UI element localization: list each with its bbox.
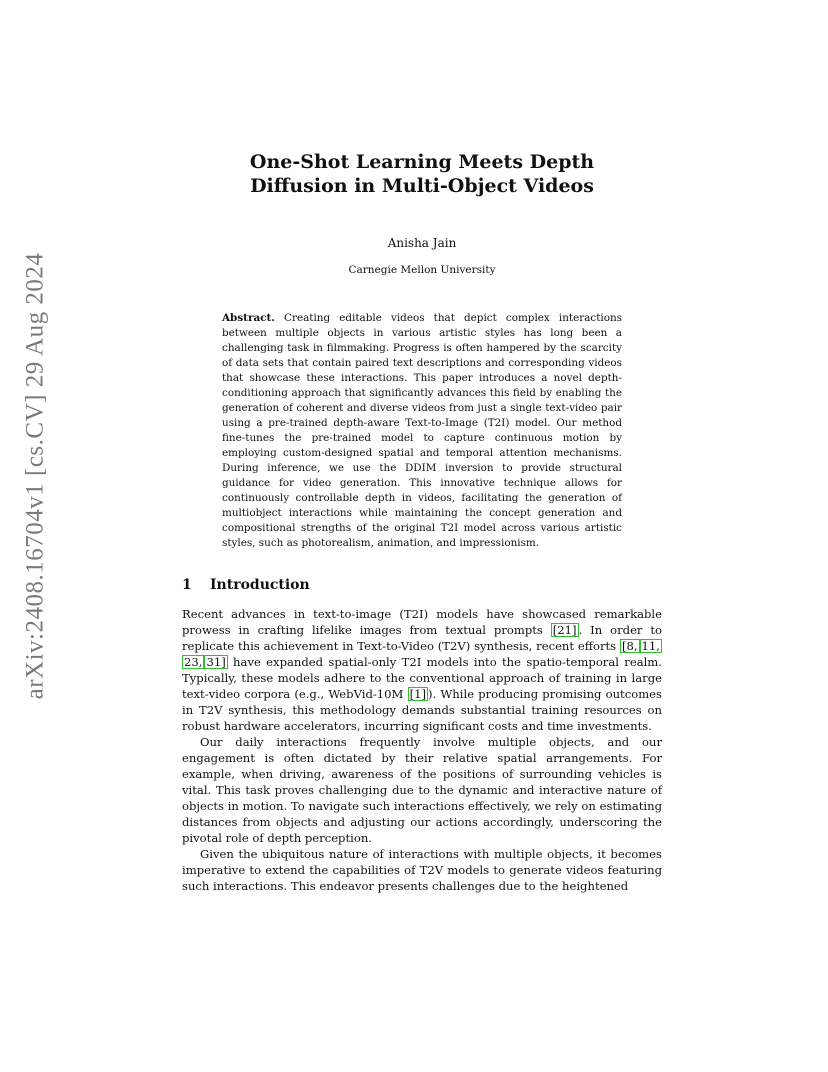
abstract xyxy=(222,311,622,551)
arxiv-identifier-text: arXiv:2408.16704v1 [cs.CV] 29 Aug 2024 xyxy=(21,252,48,700)
paper-page xyxy=(182,150,662,894)
citation-link[interactable]: 23, xyxy=(184,655,203,669)
section-title: Introduction xyxy=(210,577,310,593)
paragraph-text: have expanded spatial-only T2I models into the spatio-temporal realm. Typically, these models adhere to the conventional approach of training in large text-video corpora (e.g., WebVid-10M xyxy=(182,655,662,701)
citation-link[interactable]: 31] xyxy=(206,655,226,669)
paragraph-text: . In order to replicate this achievement in Text-to-Video (T2V) synthesis, recent efforts xyxy=(182,623,663,653)
paragraph-text: ). While producing promising outcomes in T2V synthesis, this methodology demands substantial training resources on robust hardware accelerators, incurring significant costs and time investments. xyxy=(182,687,662,733)
abstract-label: Abstract. xyxy=(222,312,275,324)
paragraph-text: Recent advances in text-to-image (T2I) models have showcased remarkable prowess in crafting lifelike images from textual prompts xyxy=(182,607,662,637)
citation-link[interactable]: [21] xyxy=(552,623,577,637)
introduction-body xyxy=(182,606,662,894)
paragraph-1 xyxy=(182,606,662,734)
author-affiliation: Carnegie Mellon University xyxy=(348,264,496,276)
section-number: 1 xyxy=(182,577,192,593)
paper-title: One-Shot Learning Meets Depth Diffusion in Multi-Object Videos xyxy=(249,151,595,197)
section-heading-introduction xyxy=(182,577,662,593)
citation-link[interactable]: [8, xyxy=(621,639,638,653)
author-name: Anisha Jain xyxy=(387,236,457,250)
citation-link[interactable]: [1] xyxy=(409,687,427,701)
paragraph-2: Our daily interactions frequently involve multiple objects, and our engagement is often dictated by their relative spatial arrangements. For example, when driving, awareness of the positions of surrounding vehicles is vital. This task proves challenging due to the dynamic and interactive nature of objects in motion. To navigate such interactions effectively, we rely on estimating distances from objects and adjusting our actions accordingly, underscoring the pivotal role of depth perception. xyxy=(182,735,662,845)
arxiv-identifier-stamp xyxy=(18,252,52,700)
citation-link[interactable]: 11, xyxy=(641,639,660,653)
paragraph-3: Given the ubiquitous nature of interactions with multiple objects, it becomes imperative to extend the capabilities of T2V models to generate videos featuring such interactions. This endeavor presents challenges due to the heightened xyxy=(182,847,662,893)
abstract-text: Creating editable videos that depict complex interactions between multiple objects in various artistic styles has long been a challenging task in filmmaking. Progress is often hampered by the scarcity of data sets that contain paired text descriptions and corresponding videos that showcase these interactions. This paper introduces a novel depth-conditioning approach that significantly advances this field by enabling the generation of coherent and diverse videos from just a single text-video pair using a pre-trained depth-aware Text-to-Image (T2I) model. Our method fine-tunes the pre-trained model to capture continuous motion by employing custom-designed spatial and temporal attention mechanisms. During inference, we use the DDIM inversion to provide structural guidance for video generation. This innovative technique allows for continuously controllable depth in videos, facilitating the generation of multiobject interactions while maintaining the concept generation and compositional strengths of the original T2I model across various artistic styles, such as photorealism, animation, and impressionism. xyxy=(222,312,622,549)
